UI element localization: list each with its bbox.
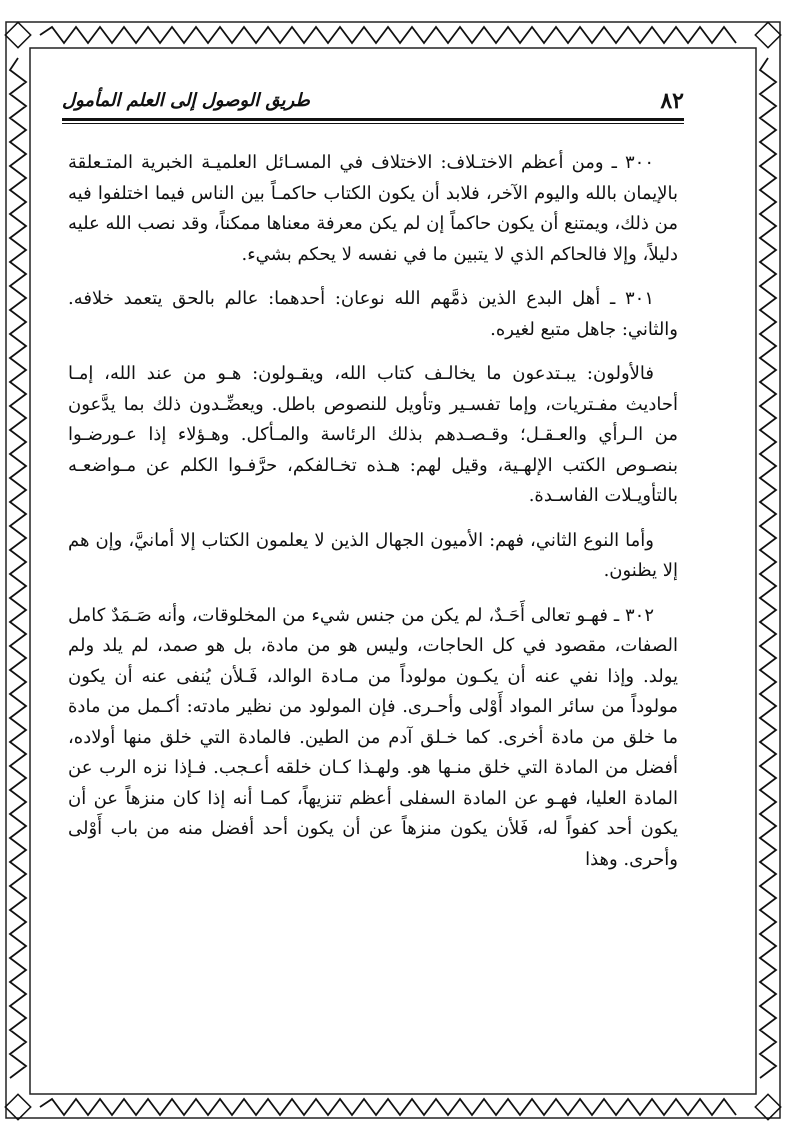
body-text xyxy=(68,148,678,889)
running-title: طريق الوصول إلى العلم المأمول xyxy=(62,90,310,111)
border-corner-ornament xyxy=(755,22,780,47)
paragraph-300: ٣٠٠ ـ ومن أعظم الاختـلاف: الاختلاف في المسـائل العلميـة الخبرية المتـعلقة بالإيمان بالله واليوم الآخر، فلابد أن يكون الكتاب حاكمـاً بين الناس فيما اختلفوا فيه من ذلك، ويمتنع أن يكون حاكماً إن لم يكن معرفة معناها ممكناً، وقد نصب الله عليه دليلاً، وإلا فالحاكم الذي لا يتبين ما في نفسه لا يحكم بشيء. xyxy=(68,152,678,265)
border-zigzag xyxy=(40,27,736,43)
header-rule-thin xyxy=(62,123,684,124)
paragraph-second-group: وأما النوع الثاني، فهم: الأميون الجهال الذين لا يعلمون الكتاب إلا أمانيَّ، وإن هم إلا يظنون. xyxy=(68,529,678,581)
page-number: ٨٢ xyxy=(660,88,684,114)
border-zigzag xyxy=(40,1099,736,1115)
border-zigzag xyxy=(760,58,776,1078)
border-zigzag xyxy=(10,58,26,1078)
page-header xyxy=(62,86,684,120)
border-corner-ornament xyxy=(755,1094,780,1119)
border-corner-ornament xyxy=(5,1094,30,1119)
border-corner-ornament xyxy=(5,22,30,47)
paragraph-first-group: فالأولون: يبـتدعون ما يخالـف كتاب الله، ويقـولون: هـو من عند الله، إمـا أحاديث مفـتريات، وإما تفسـير وتأويل للنصوص باطل. ويعضِّـدون ذلك بما يدَّعون من الـرأي والعـقـل؛ وقـصـدهم بذلك الرئاسة والمـأكل. وهـؤلاء إذا عـورضـوا بنصـوص الكتب الإلهـية، وقيل لهم: هـذه تخـالفكم، حرَّفـوا الكلم عن مـواضعـه بالتأويـلات الفاسـدة. xyxy=(68,363,678,506)
header-rule xyxy=(62,118,684,121)
paragraph-302: ٣٠٢ ـ فهـو تعالى أَحَـدٌ، لم يكن من جنس شيء من المخلوقات، وأنه صَـمَدٌ كامل الصفات، مقصود في كل الحاجات، وليس هو من مادة، بل هو صمد، لم يلد ولم يولد. وإذا نفي عنه أن يكـون مولوداً من مـادة الوالد، فَـلأن يُنفى عنه أن يكون مولوداً من سائر المواد أَوْلى وأحـرى. فإن المولود من نظير مادته: أكـمل من مادة ما خلق من مادة أخرى. كما خـلق آدم من الطين. فالمادة التي خلق منها أولاده، أفضل من المادة التي خلق منـها هو. ولهـذا كـان خلقه أعـجب. فـإذا نزه الرب عن المادة العليا، فهـو عن المادة السفلى أعظم تنزيهاً، كمـا أنه إذا كان منزهاً عن أن يكون أحد كفواً له، فَلأن يكون منزهاً عن أن يكون أحد أفضل منه من باب أَوْلى وأحرى. وهذا xyxy=(68,604,678,870)
paragraph-301: ٣٠١ ـ أهل البدع الذين ذمَّهم الله نوعان: أحدهما: عالم بالحق يتعمد خلافه. والثاني: جاهل متبع لغيره. xyxy=(68,288,678,340)
